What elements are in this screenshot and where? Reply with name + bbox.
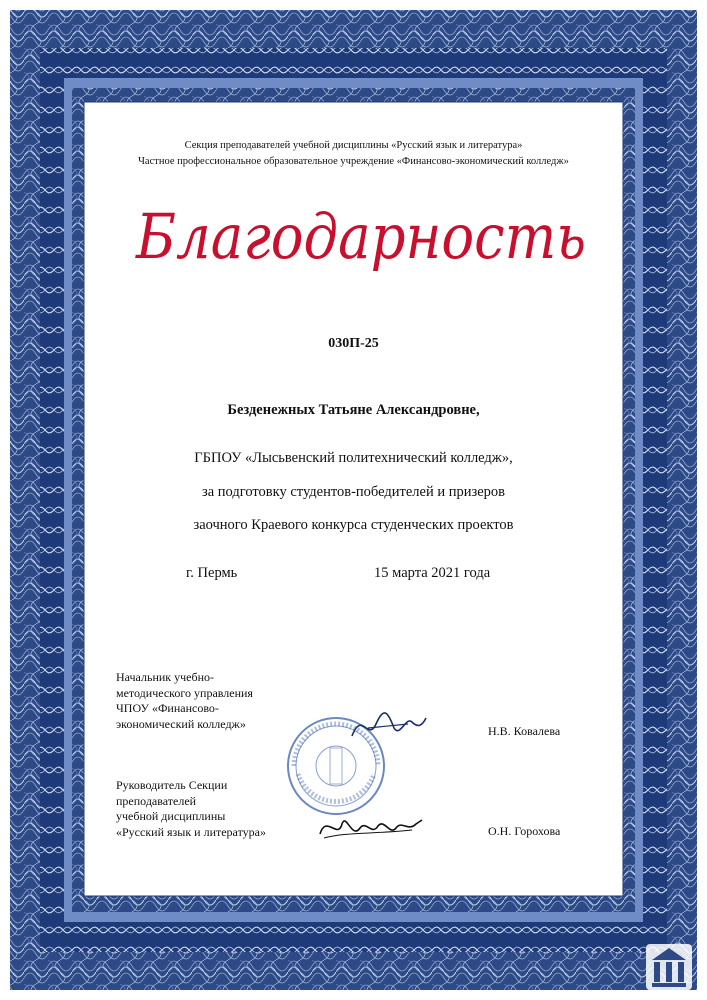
signatory-2-position-line: преподавателей (116, 793, 197, 808)
certificate-title (126, 194, 596, 284)
header-line-1: Секция преподавателей учебной дисциплины «Русский язык и литература» (184, 140, 523, 151)
signatory-2-name: О.Н. Горохова (488, 824, 561, 838)
signatory-1-name: Н.В. Ковалева (488, 724, 561, 738)
city: г. Пермь (186, 565, 238, 581)
signatory-2-position (116, 778, 266, 840)
signatory-1-position-line: Начальник учебно- (116, 670, 214, 684)
signatory-1-position-line: экономический колледж» (116, 716, 246, 731)
title-text: Благодарность (135, 200, 587, 273)
signature-2 (316, 810, 426, 844)
reason-line-1: за подготовку студентов-победителей и призеров (202, 484, 505, 500)
signature-1 (348, 706, 428, 746)
signatory-1-position (116, 670, 253, 732)
certificate-number: 030П-25 (328, 336, 379, 351)
reason-line-2: заочного Краевого конкурса студенческих проектов (193, 517, 514, 533)
signatory-2-position-line: учебной дисциплины (116, 809, 226, 823)
signatory-1-position-line: методического управления (116, 685, 253, 700)
signatory-2-position-line: Руководитель Секции (116, 778, 228, 792)
recipient-name: Безденежных Татьяне Александровне, (227, 402, 480, 418)
signatory-2-position-line: «Русский язык и литература» (116, 824, 266, 839)
header-line-2: Частное профессиональное образовательное учреждение «Финансово-экономический колледж» (138, 156, 569, 167)
certificate-sheet (86, 104, 621, 894)
recipient-organization: ГБПОУ «Лысьвенский политехнический колледж», (194, 450, 513, 466)
signatory-1-position-line: ЧПОУ «Финансово- (116, 701, 219, 715)
college-logo (644, 942, 694, 992)
issue-date: 15 марта 2021 года (374, 565, 491, 581)
